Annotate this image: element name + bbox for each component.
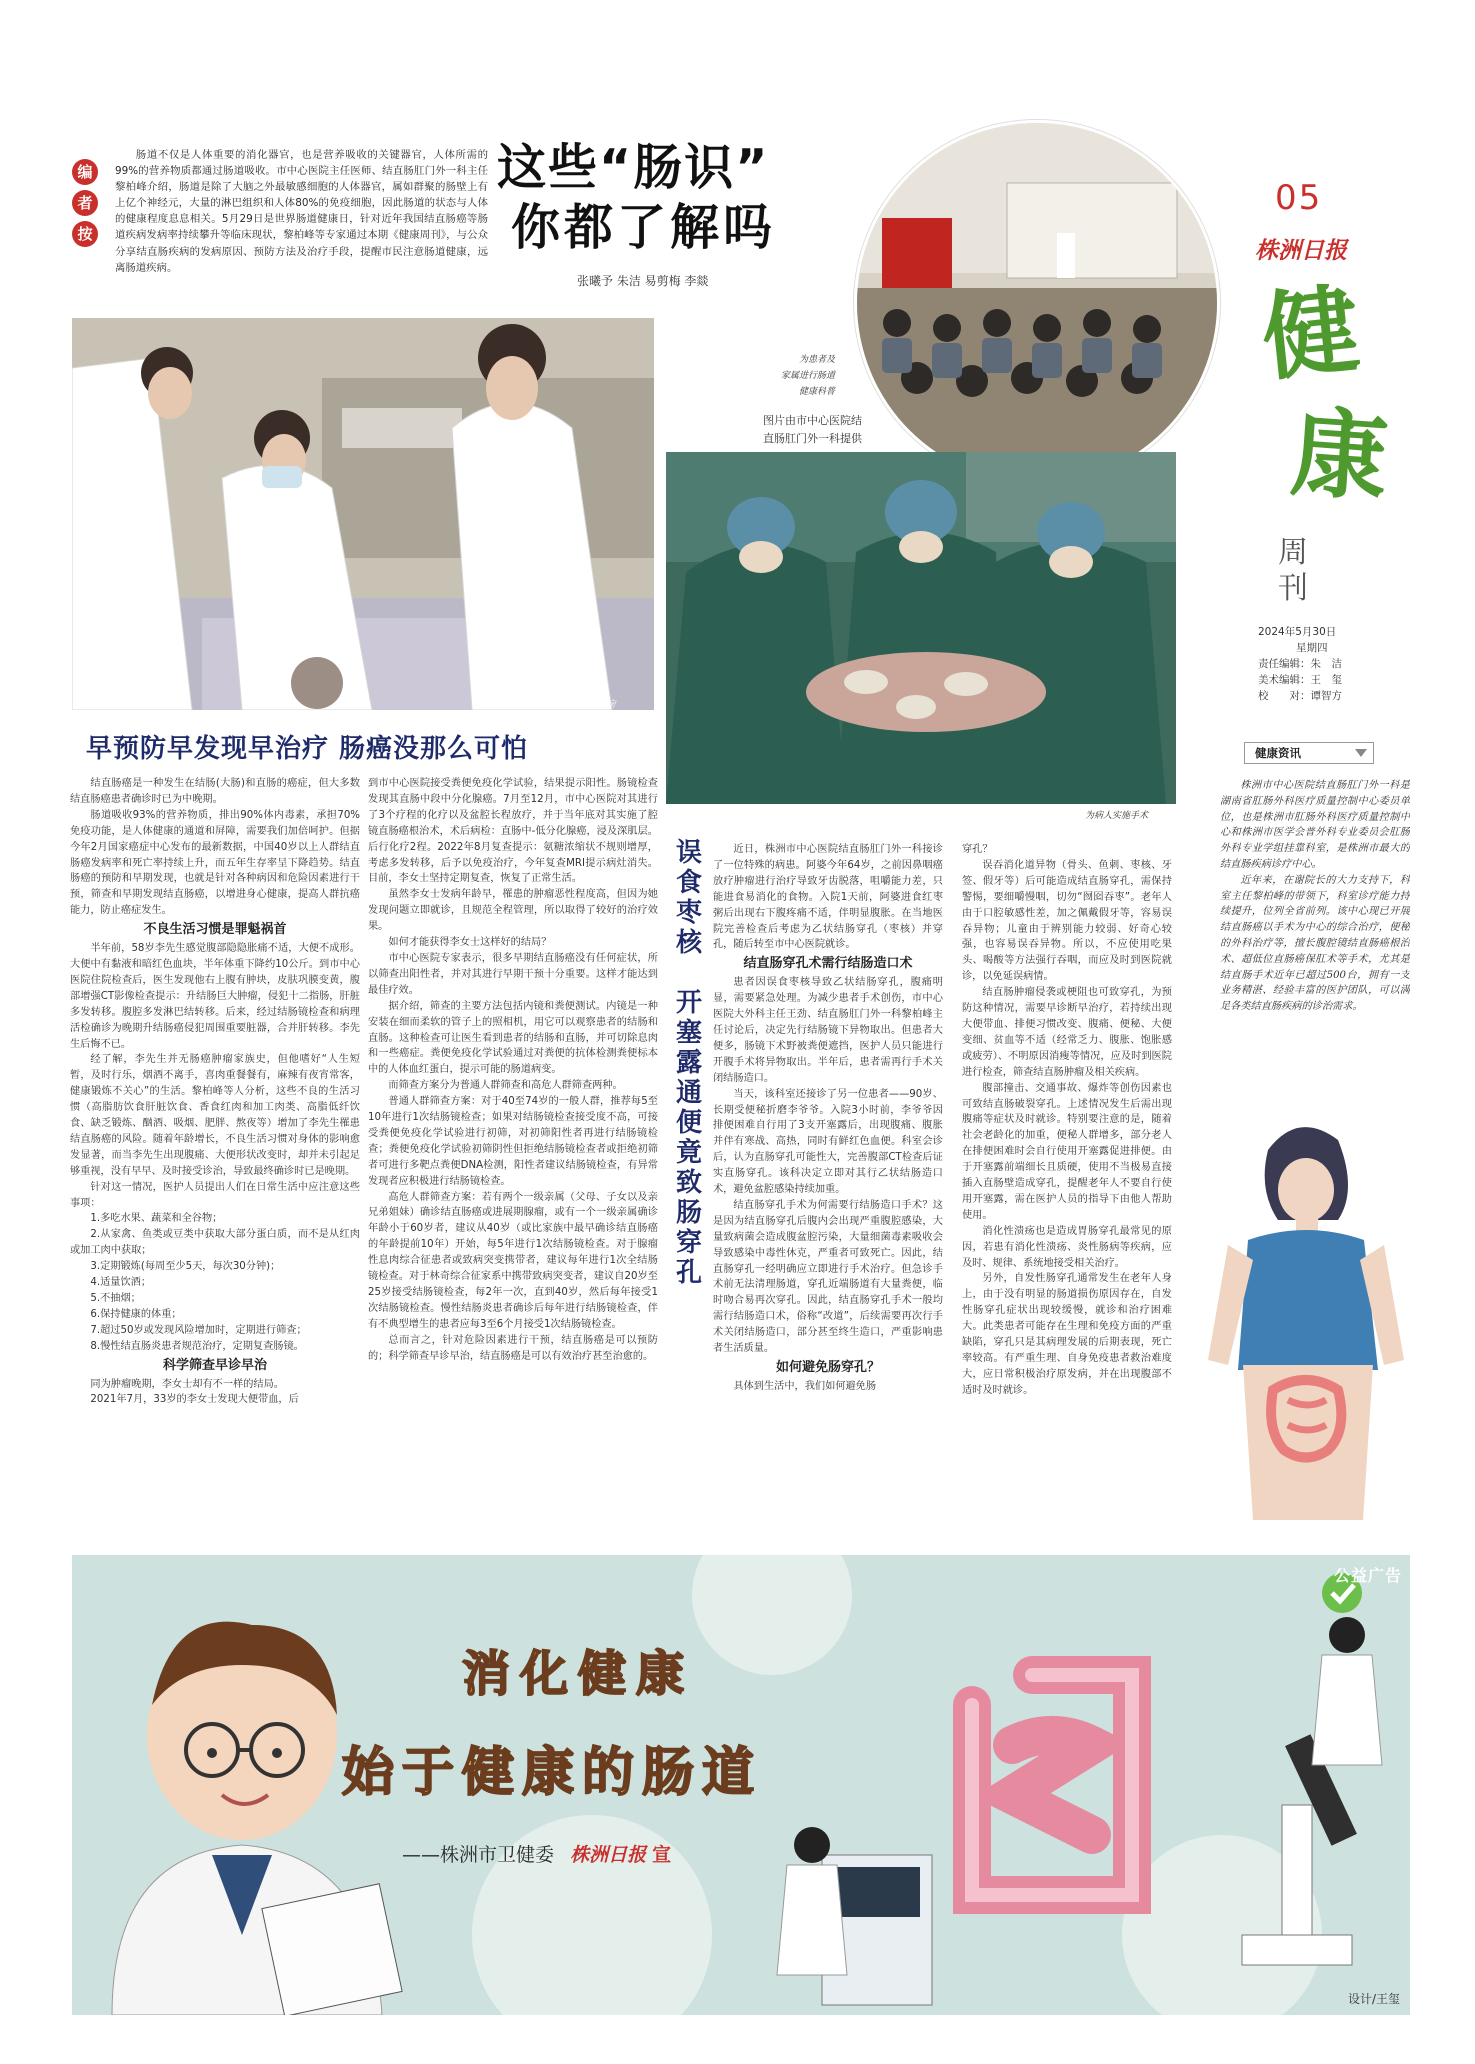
paragraph: 当天，该科室还接诊了另一位患者——90岁、长期受便秘折磨李爷爷。入院3小时前，李爷爷因排便困难自行用了3支开塞露后，出现腹痛、腹胀并伴有寒战、高热，同时有鲜红色血便。科室会诊后，认为直肠穿孔可能性大，完善腹部CT检查后证实直肠穿孔。该科决定立即对其行乙状结肠造口术，避免盆腔感染持续加重。: [713, 1088, 943, 1196]
caption-line: 为患者及: [798, 355, 835, 365]
title-char: 竟: [675, 1138, 702, 1168]
art-credit: 美术编辑：王 玺: [1258, 674, 1342, 686]
subheading: 不良生活习惯是罪魁祸首: [143, 922, 287, 938]
list-item: 1.多吃水果、蔬菜和全谷物；: [90, 1213, 223, 1225]
woman-illustration: [1188, 1110, 1408, 1520]
paragraph: 结直肠癌是一种发生在结肠(大肠)和直肠的癌症，但大多数结直肠癌患者确诊时已为中晚期。: [70, 778, 360, 805]
credit-line: 直肠肛门外一科提供: [763, 432, 862, 445]
paragraph: 经了解，李先生并无肠癌肿瘤家族史，但他嗜好“人生短暂，及时行乐，烟酒不离手，喜肉重餐餐有，麻辣有夜宵常客，健康锻炼不关心”的生活。黎柏峰等人分析，这些不良的生活习惯（高脂肪饮食肝脏饮食、香食红肉和加工肉类、高脂低纤饮食、缺乏锻炼、酗酒、吸烟、肥胖、熬夜等）增加了李先生罹患结直肠癌的风险。随着年龄增长，不良生活习惯对身体的影响愈发显著，而当李先生出现腹痛、大便形状改变时，却并未引起足够重视，没有早早、及时接受诊治，导致最终确诊时已是晚期。: [70, 1054, 360, 1177]
paragraph: 而筛查方案分为普通人群筛查和高危人群筛查两种。: [388, 1080, 623, 1092]
authors: 张曦予 朱洁 易剪梅 李燚: [577, 274, 709, 288]
badge-char: 编: [72, 159, 98, 185]
paragraph: 误吞消化道异物（骨头、鱼刺、枣核、牙签、假牙等）后可能造成结直肠穿孔，需保持警惕，要细嚼慢咽，切勿“囫囵吞枣”。老年人由于口腔敏感性差，加之佩戴假牙等，容易误吞异物；儿童由于辨别能力较弱、好奇心较强，也容易误吞异物。所以，不应使用吃果头、喝酸等方法强行吞咽，而应及时到医院就诊，以免延误病情。: [962, 859, 1172, 983]
paragraph: 同为肿瘤晚期，李女士却有不一样的结局。: [90, 1378, 284, 1390]
article1-col2: [368, 776, 658, 1512]
news-body: [1220, 778, 1410, 1098]
ad-sign-suffix: 宣: [652, 1844, 672, 1866]
list-item: 3.定期锻炼(每周至少5天，每次30分钟)；: [90, 1261, 281, 1273]
paragraph: 腹部撞击、交通事故、爆炸等创伤因素也可致结直肠破裂穿孔。上述情况发生后需出现腹痛等症状及时就诊。特别要注意的是，随着社会老龄化的加重，便秘人群增多，部分老人在排便困难时会自行使用开塞露促进排便。由于开塞露前端细长且质硬，使用不当极易直接插入直肠壁造成穿孔，提醒老年人不要自行使用开塞露，需在医护人员的指导下由他人帮助使用。: [962, 1082, 1172, 1221]
title-char: 孔: [675, 1258, 702, 1288]
badge-char: 者: [72, 190, 98, 216]
news-tag: [1244, 742, 1374, 764]
list-item: 4.适量饮酒；: [90, 1277, 152, 1289]
paragraph: 2021年7月，33岁的李女士发现大便带血，后: [90, 1394, 299, 1406]
ad-line1: 消化健康: [462, 1646, 695, 1702]
paragraph: 针对这一情况，医护人员提出人们在日常生活中应注意这些事项：: [70, 1181, 360, 1209]
paragraph: 高危人群筛查方案：若有两个一级亲属（父母、子女以及亲兄弟姐妹）确诊结直肠癌或进展期腺瘤，或有一个一级亲属确诊年龄小于60岁者，建议从40岁（或比家族中最早确诊结直肠癌的年龄提前10年）开始，每5年进行1次结肠镜检查。对于腺瘤性息肉综合征患者或致病突变携带者，建议每年进行1次全结肠镜检查。对于林奇综合征家系中携带致病突变者，建议自20岁至25岁接受结肠镜检查，每2年一次，直到40岁，然后每年接受1次结肠镜检查。慢性结肠炎患者确诊后每年进行结肠镜检查，伴有不典型增生的患者应每3至6个月接受1次结肠镜检查。: [368, 1191, 658, 1330]
section-title-kang: 康: [1287, 395, 1392, 516]
lecture-caption: [745, 352, 835, 400]
article2-col1: [713, 842, 943, 1512]
headline: [497, 138, 827, 289]
ad-line2: 始于健康的肠道: [342, 1743, 763, 1803]
badge-char: 按: [72, 221, 98, 247]
article2-title: [672, 838, 706, 1288]
editor-credit: 责任编辑：朱 洁: [1258, 658, 1342, 670]
ad-sign-prefix: ——株洲市卫健委: [402, 1844, 555, 1866]
paragraph: 结直肠肿瘤侵袭或梗阻也可致穿孔，为预防这种情况，需要早诊断早治疗，若持续出现大便带血、排便习惯改变、腹痛、便秘、大便变细、贫血等不适（经常乏力、腹胀、饱胀感或疲劳）、不明原因消瘦等情况，应及时到医院进行检查，筛查结直肠肿瘤及相关疾病。: [962, 987, 1172, 1078]
title-char: 穿: [675, 1228, 702, 1258]
paragraph: 消化性溃疡也是造成胃肠穿孔最常见的原因，若患有消化性溃疡、炎性肠病等疾病，应及时、规律、系统地接受相关治疗。: [962, 1225, 1172, 1269]
paragraph: 虽然李女士发病年龄早，罹患的肿瘤恶性程度高，但因为她发现问题立即就诊，且规范全程管理，所以取得了较好的治疗效果。: [368, 889, 658, 933]
paragraph: 普通人群筛查方案：对于40至74岁的一般人群，推荐每5至10年进行1次结肠镜检查；如果对结肠镜检查接受度不高，可接受粪便免疫化学试验进行初筛，对初筛阳性者再进行结肠镜检查；粪便免疫化学试验初筛阴性但拒绝结肠镜检查者或拒绝初筛者可进行多靶点粪便DNA检测，阳性者建议结肠镜检查，有异常发现者应积极进行结肠镜检查。: [368, 1096, 658, 1187]
issue-date: 2024年5月30日: [1258, 626, 1337, 638]
photo-credit: [712, 412, 862, 448]
paragraph: 另外，自发性肠穿孔通常发生在老年人身上，由于没有明显的肠道损伤原因存在，自发性肠穿孔症状出现较缓慢，就诊和治疗困难大。此类患者可能存在生理和免疫方面的严重缺陷，穿孔只是其病理发展的后期表现，死亡率较高。有严重生理、自身免疫患者救治难度大，应日常积极治疗原发病，并在出现腹部不适时及时就诊。: [962, 1273, 1172, 1396]
proof-credit: 校 对：谭智方: [1258, 690, 1342, 702]
triangle-icon: [1355, 749, 1367, 757]
ad-signature: [402, 1840, 671, 1867]
headline-line1: 这些“肠识”: [497, 139, 770, 196]
section-title-jian: 健: [1257, 272, 1365, 395]
caption-line: 家属进行肠道: [780, 371, 835, 381]
title-char: 枣: [675, 898, 702, 928]
weekly-char: 周: [1278, 535, 1308, 570]
surgery-caption: 为病人实施手术: [1085, 811, 1149, 821]
paragraph: 如何才能获得李女士这样好的结局？: [388, 937, 552, 949]
paragraph: 据介绍，筛查的主要方法包括内镜和粪便测试。内镜是一种安装在细而柔软的管子上的照相机，用它可以观察患者的结肠和直肠。这种检查可让医生看到患者的结肠和直肠，并可切除息肉和一些癌症。粪便免疫化学试验通过对粪便的抗体检测粪便标本中的人体血红蛋白，提示可能的肠道病变。: [368, 1000, 658, 1076]
title-char: 露: [675, 1048, 702, 1078]
title-char: 开: [675, 988, 702, 1018]
ad-tag: 公益广告: [1333, 1566, 1402, 1585]
title-char: [672, 958, 706, 988]
title-char: 通: [675, 1078, 702, 1108]
page-number: 05: [1275, 178, 1323, 218]
paragraph: 肠道吸收93%的营养物质，排出90%体内毒素，承担70%免疫功能，是人体健康的通道和屏障，需要我们加倍呵护。但据今年2月国家癌症中心发布的最新数据，中国40岁以上人群结直肠癌发病率和死亡率持续上升，而五年生存率呈下降趋势。结直肠癌的预防和早期发现，也就是针对各种病因和危险因素进行干预，筛查和早期发现结直肠癌，以增进身心健康，提高人群抗癌能力，防止癌症发生。: [70, 809, 360, 917]
paragraph: 近年来，在谢院长的大力支持下，科室主任黎柏峰的带领下，科室诊疗能力持续提升，位列全省前列。该中心现已开展结直肠癌以手术为中心的综合治疗，便秘的外科治疗等，擅长腹腔镜结直肠癌根治术、超低位直肠癌保肛术等手术，尤其是结直肠手术近年已超过500台，拥有一支业务精湛、经验丰富的医护团队，可以满足各类结直肠疾病的诊治需求。: [1220, 874, 1410, 1013]
ad-sign-paper: 株洲日报: [570, 1844, 647, 1866]
caption-line: 健康科普: [798, 387, 835, 397]
list-item: 5.不抽烟；: [90, 1293, 141, 1304]
surgery-photo: [666, 452, 1176, 804]
article2-col2: [962, 842, 1172, 1512]
list-item: 6.保持健康的体重；: [90, 1308, 182, 1320]
ward-caption: 专家查房: [580, 700, 617, 710]
paragraph: 到市中心医院接受粪便免疫化学试验，结果提示阳性。肠镜检查发现其直肠中段中分化腺癌。7月至12月，市中心医院对其进行了3个疗程的化疗以及盆腔长程放疗，并于当年底对其实施了腔镜直肠癌根治术，术后病检：直肠中-低分化腺癌，浸及深肌层。后行化疗2程。2022年8月复查提示：氨糖浓缩状不规则增厚，考虑多发转移，后予以免疫治疗，今年复查MRI提示病灶消失。目前，李女士坚持定期复查，恢复了正常生活。: [368, 778, 658, 885]
title-char: 塞: [675, 1018, 702, 1048]
title-char: 肠: [675, 1198, 702, 1228]
masthead-info: [1258, 624, 1342, 704]
subheading: 科学筛查早诊早治: [162, 1357, 267, 1373]
paragraph: 市中心医院专家表示，很多早期结直肠癌没有任何症状，所以筛查出阳性者，并对其进行早期干预十分重要。这样才能达到最佳疗效。: [368, 952, 658, 996]
news-tag-label: 健康资讯: [1255, 746, 1301, 760]
paragraph: 近日，株洲市中心医院结直肠肛门外一科接诊了一位特殊的病患。阿婆今年64岁，之前因鼻咽癌放疗肿瘤进行治疗导致牙齿脱落，咀嚼能力差，只能进食易消化的食物。入院1天前，阿婆进食红枣粥后出现右下腹疼痛不适，伴明显腹胀。在当地医院完善检查后考虑为乙状结肠穿孔（枣核）并穿孔，随后转至市中心医院就诊。: [713, 844, 943, 951]
weekly-label: [1278, 535, 1308, 607]
weekly-char: 刊: [1278, 571, 1308, 606]
paragraph: 患者因误食枣核导致乙状结肠穿孔，腹痛明显，需要紧急处理。为减少患者手术创伤，市中心医院大外科主任王劲、结直肠肛门外一科黎柏峰主任讨论后，决定先行结肠镜下异物取出。但患者大便多，肠镜下术野被粪便遮挡，医护人员只能进行开腹手术将异物取出。半年后，患者需再行手术关闭结肠造口。: [713, 977, 943, 1084]
editor-note-text: 肠道不仅是人体重要的消化器官，也是营养吸收的关键器官，人体所需的99%的营养物质都通过肠道吸收。市中心医院主任医师、结直肠肛门外一科主任黎柏峰介绍，肠道是除了大脑之外最敏感细胞的人体器官，属如群聚的肠壁上有上亿个神经元，大量的淋巴组织和人体80%的免疫细胞，因此肠道的状态与人体的健康程度息息相关。5月29日是世界肠道健康日，针对近年我国结直肠癌等肠道疾病发病率持续攀升等临床现状，黎柏峰等专家通过本期《健康周刊》，与公众分享结直肠疾病的发病原因、预防方法及治疗手段，提醒市民注意肠道健康，远离肠道疾病。: [115, 149, 488, 274]
paragraph: 具体到生活中，我们如何避免肠: [733, 1380, 877, 1392]
lecture-photo: [854, 120, 1220, 486]
title-char: 食: [675, 868, 702, 898]
subheading: 如何避免肠穿孔？: [775, 1360, 880, 1375]
subheading: 结直肠穿孔术需行结肠造口术: [743, 956, 913, 972]
paragraph: 结直肠穿孔手术为何需要行结肠造口手术？这是因为结直肠穿孔后腹内会出现严重腹腔感染，大量致病菌会造成腹盆腔污染，大量细菌毒素吸收会导致感染中毒性休克，严重者可致死亡。因此，结直肠穿孔一经明确应立即进行手术治疗。但急诊手术前无法清理肠道，穿孔近端肠道有大量粪便，临时吻合易再次穿孔。因此，结直肠穿孔手术一般均需行结肠造口术，俗称“改道”，后续需要再次行手术关闭结肠造口，部分甚至终生造口，严重影响患者生活质量。: [713, 1199, 943, 1355]
editor-note-badge: [72, 159, 100, 247]
list-item: 2.从家禽、鱼类或豆类中获取大部分蛋白质，而不是从红肉或加工肉中获取；: [70, 1229, 360, 1257]
headline-line2: 你都了解吗: [511, 199, 777, 256]
list-item: 8.慢性结直肠炎患者规范治疗，定期复查肠镜。: [90, 1340, 304, 1352]
credit-line: 图片由市中心医院结: [763, 414, 862, 427]
title-char: 便: [675, 1108, 702, 1138]
ad-designer: 设计/王玺: [1347, 1992, 1400, 2006]
paragraph: 总而言之，针对危险因素进行干预，结直肠癌是可以预防的；科学筛查早诊早治，结直肠癌是可以有效治疗甚至治愈的。: [368, 1334, 658, 1362]
issue-weekday: 星期四: [1296, 642, 1328, 654]
article1-col1: [70, 776, 360, 1512]
title-char: 致: [675, 1168, 702, 1198]
title-char: 核: [675, 928, 702, 958]
ad-banner: [72, 1555, 1410, 2015]
article1-title: 早预防早发现早治疗 肠癌没那么可怕: [86, 734, 529, 764]
title-char: 误: [675, 838, 702, 868]
paragraph: 穿孔？: [962, 844, 993, 855]
list-item: 7.超过50岁或发现风险增加时，定期进行筛查；: [90, 1324, 307, 1336]
paper-logo: 株洲日报: [1255, 237, 1347, 264]
paragraph: 半年前，58岁李先生感觉腹部隐隐胀痛不适，大便不成形。大便中有黏液和暗红色血块，半年体重下降约10公斤。到市中心医院住院检查后，医生发现他右上腹有肿块，皮肤巩膜变黄，腹部增强CT影像检查提示：升结肠巨大肿瘤，侵犯十二指肠，肝脏多发转移。腹腔多发淋巴结转移。后来，经过结肠镜检查和病理活检确诊为晚期升结肠癌侵犯周围重要脏器，合并肝转移。李先生后悔不已。: [70, 943, 360, 1050]
paragraph: 株洲市中心医院结直肠肛门外一科是湖南省肛肠外科医疗质量控制中心委员单位，也是株洲市肛肠外科医疗质量控制中心和株洲市医学会普外科专业委员会肛肠外科专业学组挂靠科室，是株洲市最大的结直肠疾病诊疗中心。: [1220, 780, 1410, 870]
ward-round-photo: [72, 318, 654, 710]
